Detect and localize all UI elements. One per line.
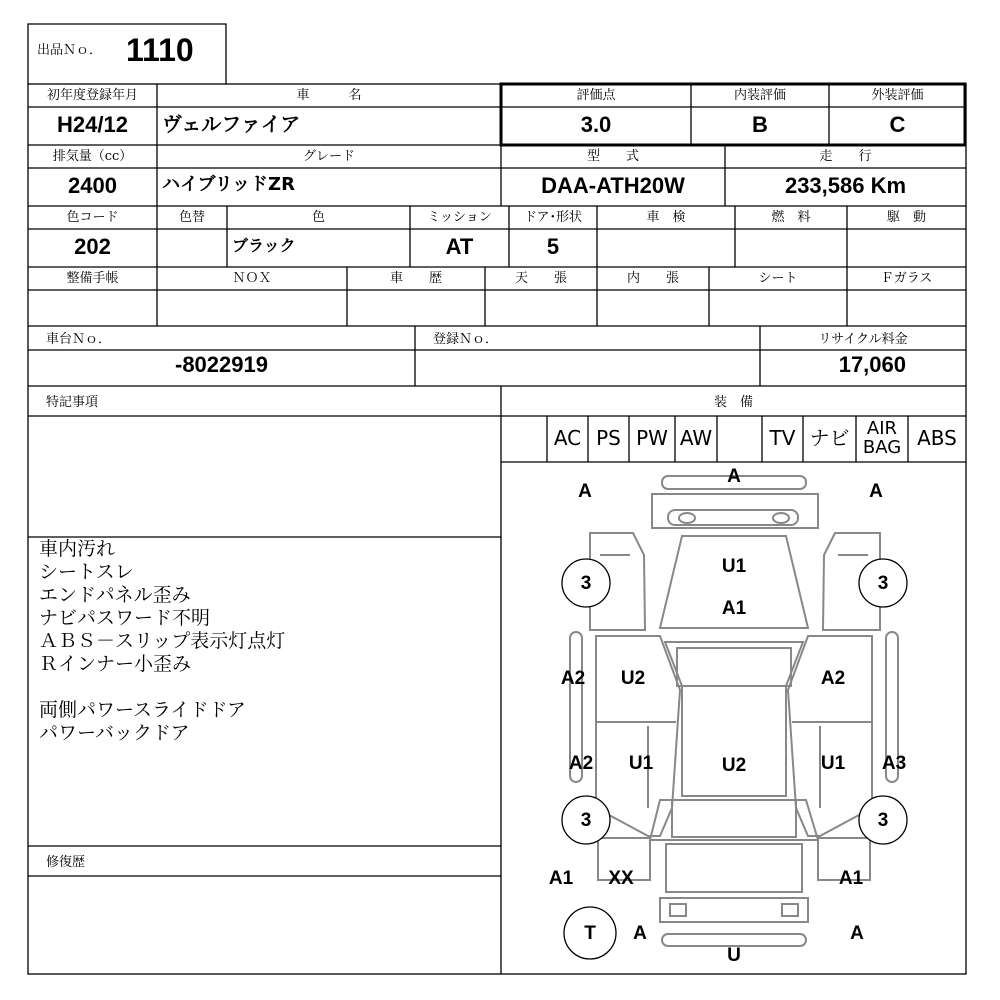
mark-rear-bumper: U — [727, 945, 741, 966]
mark-right-rear-pillar: U1 — [820, 753, 846, 774]
lot-label: 出品Ｎｏ． — [37, 43, 103, 58]
mark-tire-front-right: 3 — [877, 573, 889, 594]
displacement-label: 排気量（cc） — [52, 149, 133, 164]
inspection-label: 車 検 — [646, 210, 686, 225]
history-label: 車 歴 — [389, 271, 442, 286]
car-name-label: 車 名 — [296, 88, 362, 103]
grade-label: グレード — [302, 149, 355, 164]
door-label: ドア･形状 — [523, 210, 583, 225]
equip-ps: PS — [596, 426, 621, 450]
transmission-value: AT — [445, 234, 474, 259]
color-label: 色 — [311, 210, 325, 225]
remark-line: 車内汚れ — [39, 538, 116, 560]
interior-trim-label: 内 張 — [626, 271, 679, 286]
lot-number: 1110 — [126, 32, 194, 68]
mark-front-bumper: A — [727, 466, 741, 487]
mileage-value: 233,586 Km — [784, 173, 907, 198]
exterior-label: 外装評価 — [871, 88, 924, 103]
mark-hood-2: A1 — [721, 598, 747, 619]
drive-label: 駆 動 — [886, 210, 926, 225]
mark-left-quarter: A1 — [548, 868, 574, 889]
equip-airbag: AIR BAG — [862, 418, 902, 458]
headliner-label: 天 張 — [514, 271, 567, 286]
color-code-value: 202 — [74, 234, 111, 259]
mark-spare-tire: T — [584, 923, 596, 944]
reg-no-label: 登録Ｎｏ． — [433, 332, 499, 347]
equip-ac: AC — [553, 426, 582, 450]
reg-date-value: H24/12 — [57, 112, 128, 137]
transmission-label: ミッション — [427, 210, 492, 225]
door-value: 5 — [546, 234, 560, 259]
equip-pw: PW — [636, 426, 668, 450]
equip-navi: ナビ — [809, 426, 850, 450]
reg-date-label: 初年度登録年月 — [46, 88, 138, 103]
front-glass-label: Ｆガラス — [880, 271, 933, 286]
interior-value: B — [752, 112, 768, 137]
nox-label: ＮＯＸ — [232, 271, 272, 286]
recycle-label: リサイクル料金 — [818, 332, 908, 347]
maintenance-book-label: 整備手帳 — [66, 271, 119, 286]
mark-roof: U2 — [721, 755, 747, 776]
mark-rear-right-corner: A — [850, 923, 864, 944]
interior-label: 内装評価 — [733, 88, 786, 103]
repair-history-label: 修復歴 — [46, 855, 86, 870]
displacement-value: 2400 — [68, 173, 117, 198]
score-value: 3.0 — [580, 112, 612, 137]
seat-label: シート — [758, 271, 798, 286]
mileage-label: 走 行 — [819, 149, 872, 164]
mark-rear-left-corner: A — [633, 923, 647, 944]
mark-tire-rear-right: 3 — [877, 810, 889, 831]
remark-line: シートスレ — [39, 561, 134, 583]
score-label: 評価点 — [576, 88, 616, 103]
remark-line — [39, 676, 285, 699]
remarks-label: 特記事項 — [46, 395, 99, 410]
chassis-label: 車台Ｎｏ． — [46, 332, 112, 347]
mark-tire-rear-left: 3 — [580, 810, 592, 831]
mark-hood-1: U1 — [721, 556, 747, 577]
mark-right-front-door: A2 — [820, 668, 846, 689]
car-name-value: ヴェルファイア — [162, 112, 301, 136]
model-value: DAA-ATH20W — [541, 173, 685, 198]
mark-left-rear-panel: A2 — [568, 753, 594, 774]
recycle-value: 17,060 — [838, 352, 906, 377]
mark-front-right-corner: A — [869, 481, 883, 502]
model-label: 型 式 — [586, 149, 639, 164]
fuel-label: 燃 料 — [771, 210, 811, 225]
equip-abs: ABS — [917, 426, 957, 450]
chassis-value: -8022919 — [175, 352, 268, 377]
grade-value: ハイブリッドZR — [162, 174, 295, 195]
remark-line: ナビパスワード不明 — [39, 607, 211, 629]
color-value: ブラック — [232, 236, 296, 255]
mark-left-rear-pillar: U1 — [628, 753, 654, 774]
exterior-value: C — [889, 112, 906, 137]
color-code-label: 色コード — [66, 210, 119, 225]
mark-rear-glass: XX — [608, 868, 634, 889]
remark-line: ＡＢＳ－スリップ表示灯点灯 — [39, 630, 286, 652]
remark-line: Ｒインナー小歪み — [39, 653, 192, 675]
mark-right-quarter: A1 — [838, 868, 864, 889]
mark-left-front-pillar: U2 — [620, 668, 646, 689]
remark-line: パワーバックドア — [39, 722, 190, 744]
mark-right-rear-panel: A3 — [881, 753, 907, 774]
equipment-label: 装 備 — [713, 395, 753, 410]
remark-line: 両側パワースライドドア — [39, 699, 246, 721]
remarks-list — [39, 538, 285, 745]
mark-front-left-corner: A — [578, 481, 592, 502]
remark-line: エンドパネル歪み — [39, 584, 191, 606]
repaint-label: 色替 — [178, 210, 205, 225]
equip-aw: AW — [679, 426, 713, 450]
mark-left-front-door: A2 — [560, 668, 586, 689]
equip-tv: TV — [769, 426, 796, 450]
mark-tire-front-left: 3 — [580, 573, 592, 594]
